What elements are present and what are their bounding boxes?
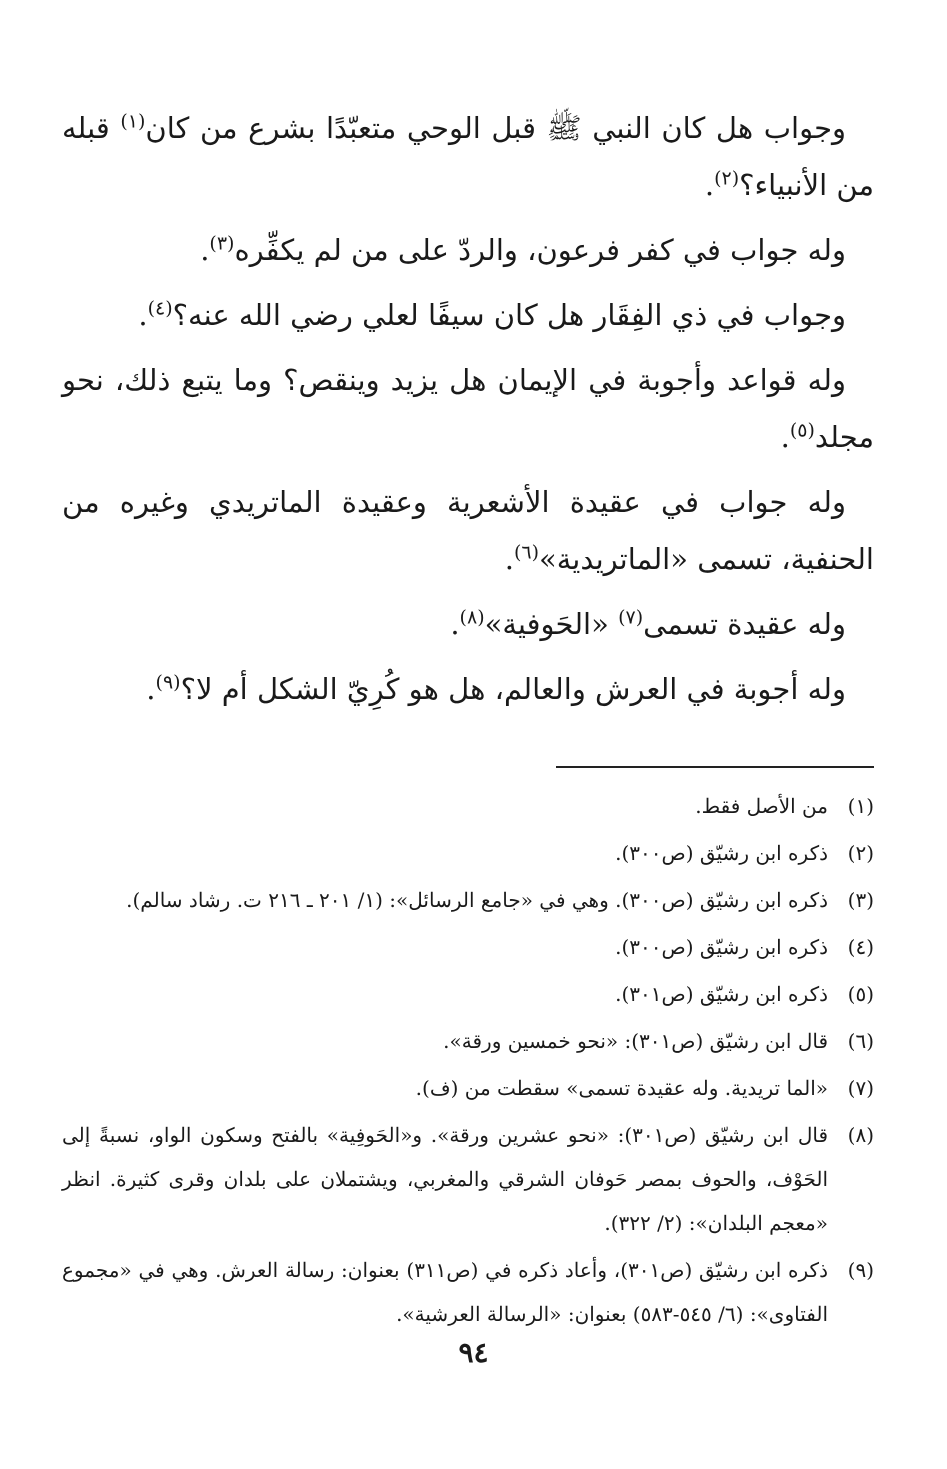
paragraph-end: . <box>146 672 156 706</box>
paragraph-text: وله عقيدة تسمى <box>643 607 846 641</box>
footnote-5 <box>62 972 874 1016</box>
footnote-ref[interactable]: (٢) <box>714 167 740 190</box>
footnote-text: قال ابن رشيّق (ص٣٠١): «نحو خمسين ورقة». <box>443 1029 828 1053</box>
footnote-number: (٢) <box>847 841 874 865</box>
paragraph-text-tail: قبله من الأنبياء؟ <box>62 111 874 202</box>
paragraph-1 <box>62 100 874 214</box>
paragraph-end: . <box>780 420 790 454</box>
footnote-3 <box>62 878 874 922</box>
footnote-ref[interactable]: (٣) <box>209 232 235 255</box>
paragraph-text: وله قواعد وأجوبة في الإيمان هل يزيد وينقص؟ وما يتبع ذلك، نحو مجلد <box>62 363 874 454</box>
paragraph-5 <box>62 474 874 588</box>
paragraph-text: وله جواب في كفر فرعون، والردّ على من لم يكفِّره <box>234 233 846 267</box>
page-number: ٩٤ <box>458 1336 489 1369</box>
paragraph-end: . <box>704 168 715 202</box>
footnote-text: ذكره ابن رشيّق (ص٣٠١)، وأعاد ذكره في (ص٣١١) بعنوان: رسالة العرش. وهي في «مجموع الفتاوى»: (٦/ ٥٤٥-٥٨٣) بعنوان: «الرسالة العرشية». <box>62 1258 828 1326</box>
footnote-text: قال ابن رشيّق (ص٣٠١): «نحو عشرين ورقة». و«الحَوفِية» بالفتح وسكون الواو، نسبةً إلى الحَوْف، والحوف بمصر حَوفان الشرقي والمغربي، ويشتملان على بلدان وقرى كثيرة. انظر «معجم البلدان»: (٢/ ٣٢٢). <box>62 1123 829 1235</box>
footnote-number: (٤) <box>847 935 874 959</box>
page-content <box>62 100 874 1339</box>
footnote-9 <box>62 1248 874 1336</box>
footnote-text: «الما تريدية. وله عقيدة تسمى» سقطت من (ف). <box>415 1076 828 1100</box>
paragraph-6 <box>62 596 874 653</box>
footnote-6 <box>62 1019 874 1063</box>
footnote-text: من الأصل فقط. <box>695 794 828 818</box>
footnotes-list <box>62 784 874 1336</box>
footnote-ref[interactable]: (٤) <box>147 297 173 320</box>
footnote-2 <box>62 831 874 875</box>
paragraph-end: . <box>450 607 460 641</box>
footnote-number: (٩) <box>847 1258 874 1282</box>
footnote-number: (٨) <box>847 1123 874 1147</box>
footnote-ref[interactable]: (٨) <box>459 606 485 629</box>
paragraph-2 <box>62 222 874 279</box>
paragraph-text: وجواب هل كان النبي ﷺ قبل الوحي متعبّدًا بشرع من كان <box>145 111 846 145</box>
footnote-text: ذكره ابن رشيّق (ص٣٠٠). <box>615 935 828 959</box>
footnote-4 <box>62 925 874 969</box>
footnote-1 <box>62 784 874 828</box>
paragraph-end: . <box>504 542 514 576</box>
footnote-text: ذكره ابن رشيّق (ص٣٠١). <box>615 982 828 1006</box>
footnote-text: ذكره ابن رشيّق (ص٣٠٠). وهي في «جامع الرسائل»: (١/ ٢٠١ ـ ٢١٦ ت. رشاد سالم). <box>126 888 828 912</box>
footnote-number: (٧) <box>847 1076 874 1100</box>
paragraph-end: . <box>138 298 148 332</box>
paragraph-3 <box>62 287 874 344</box>
footnote-number: (٥) <box>847 982 874 1006</box>
footnote-ref[interactable]: (٧) <box>618 606 644 629</box>
footnote-number: (٦) <box>847 1029 874 1053</box>
footnote-ref[interactable]: (٥) <box>789 419 815 442</box>
footnote-text: ذكره ابن رشيّق (ص٣٠٠). <box>615 841 828 865</box>
footnote-8 <box>62 1113 874 1245</box>
paragraph-4 <box>62 352 874 466</box>
footnote-number: (٣) <box>847 888 874 912</box>
footnote-ref[interactable]: (١) <box>120 110 146 133</box>
main-text <box>62 100 874 718</box>
footnote-number: (١) <box>847 794 874 818</box>
paragraph-text: وله أجوبة في العرش والعالم، هل هو كُرِيّ الشكل أم لا؟ <box>180 672 846 706</box>
paragraph-7 <box>62 661 874 718</box>
paragraph-text: وله جواب في عقيدة الأشعرية وعقيدة الماتريدي وغيره من الحنفية، تسمى «الماتريدية» <box>62 485 874 576</box>
paragraph-text-tail: «الحَوفية» <box>484 607 619 641</box>
footnote-ref[interactable]: (٩) <box>155 671 181 694</box>
paragraph-end: . <box>200 233 210 267</box>
footnote-separator <box>556 766 874 768</box>
footnote-7 <box>62 1066 874 1110</box>
paragraph-text: وجواب في ذي الفِقَار هل كان سيفًا لعلي رضي الله عنه؟ <box>172 298 846 332</box>
footnote-ref[interactable]: (٦) <box>513 541 540 564</box>
